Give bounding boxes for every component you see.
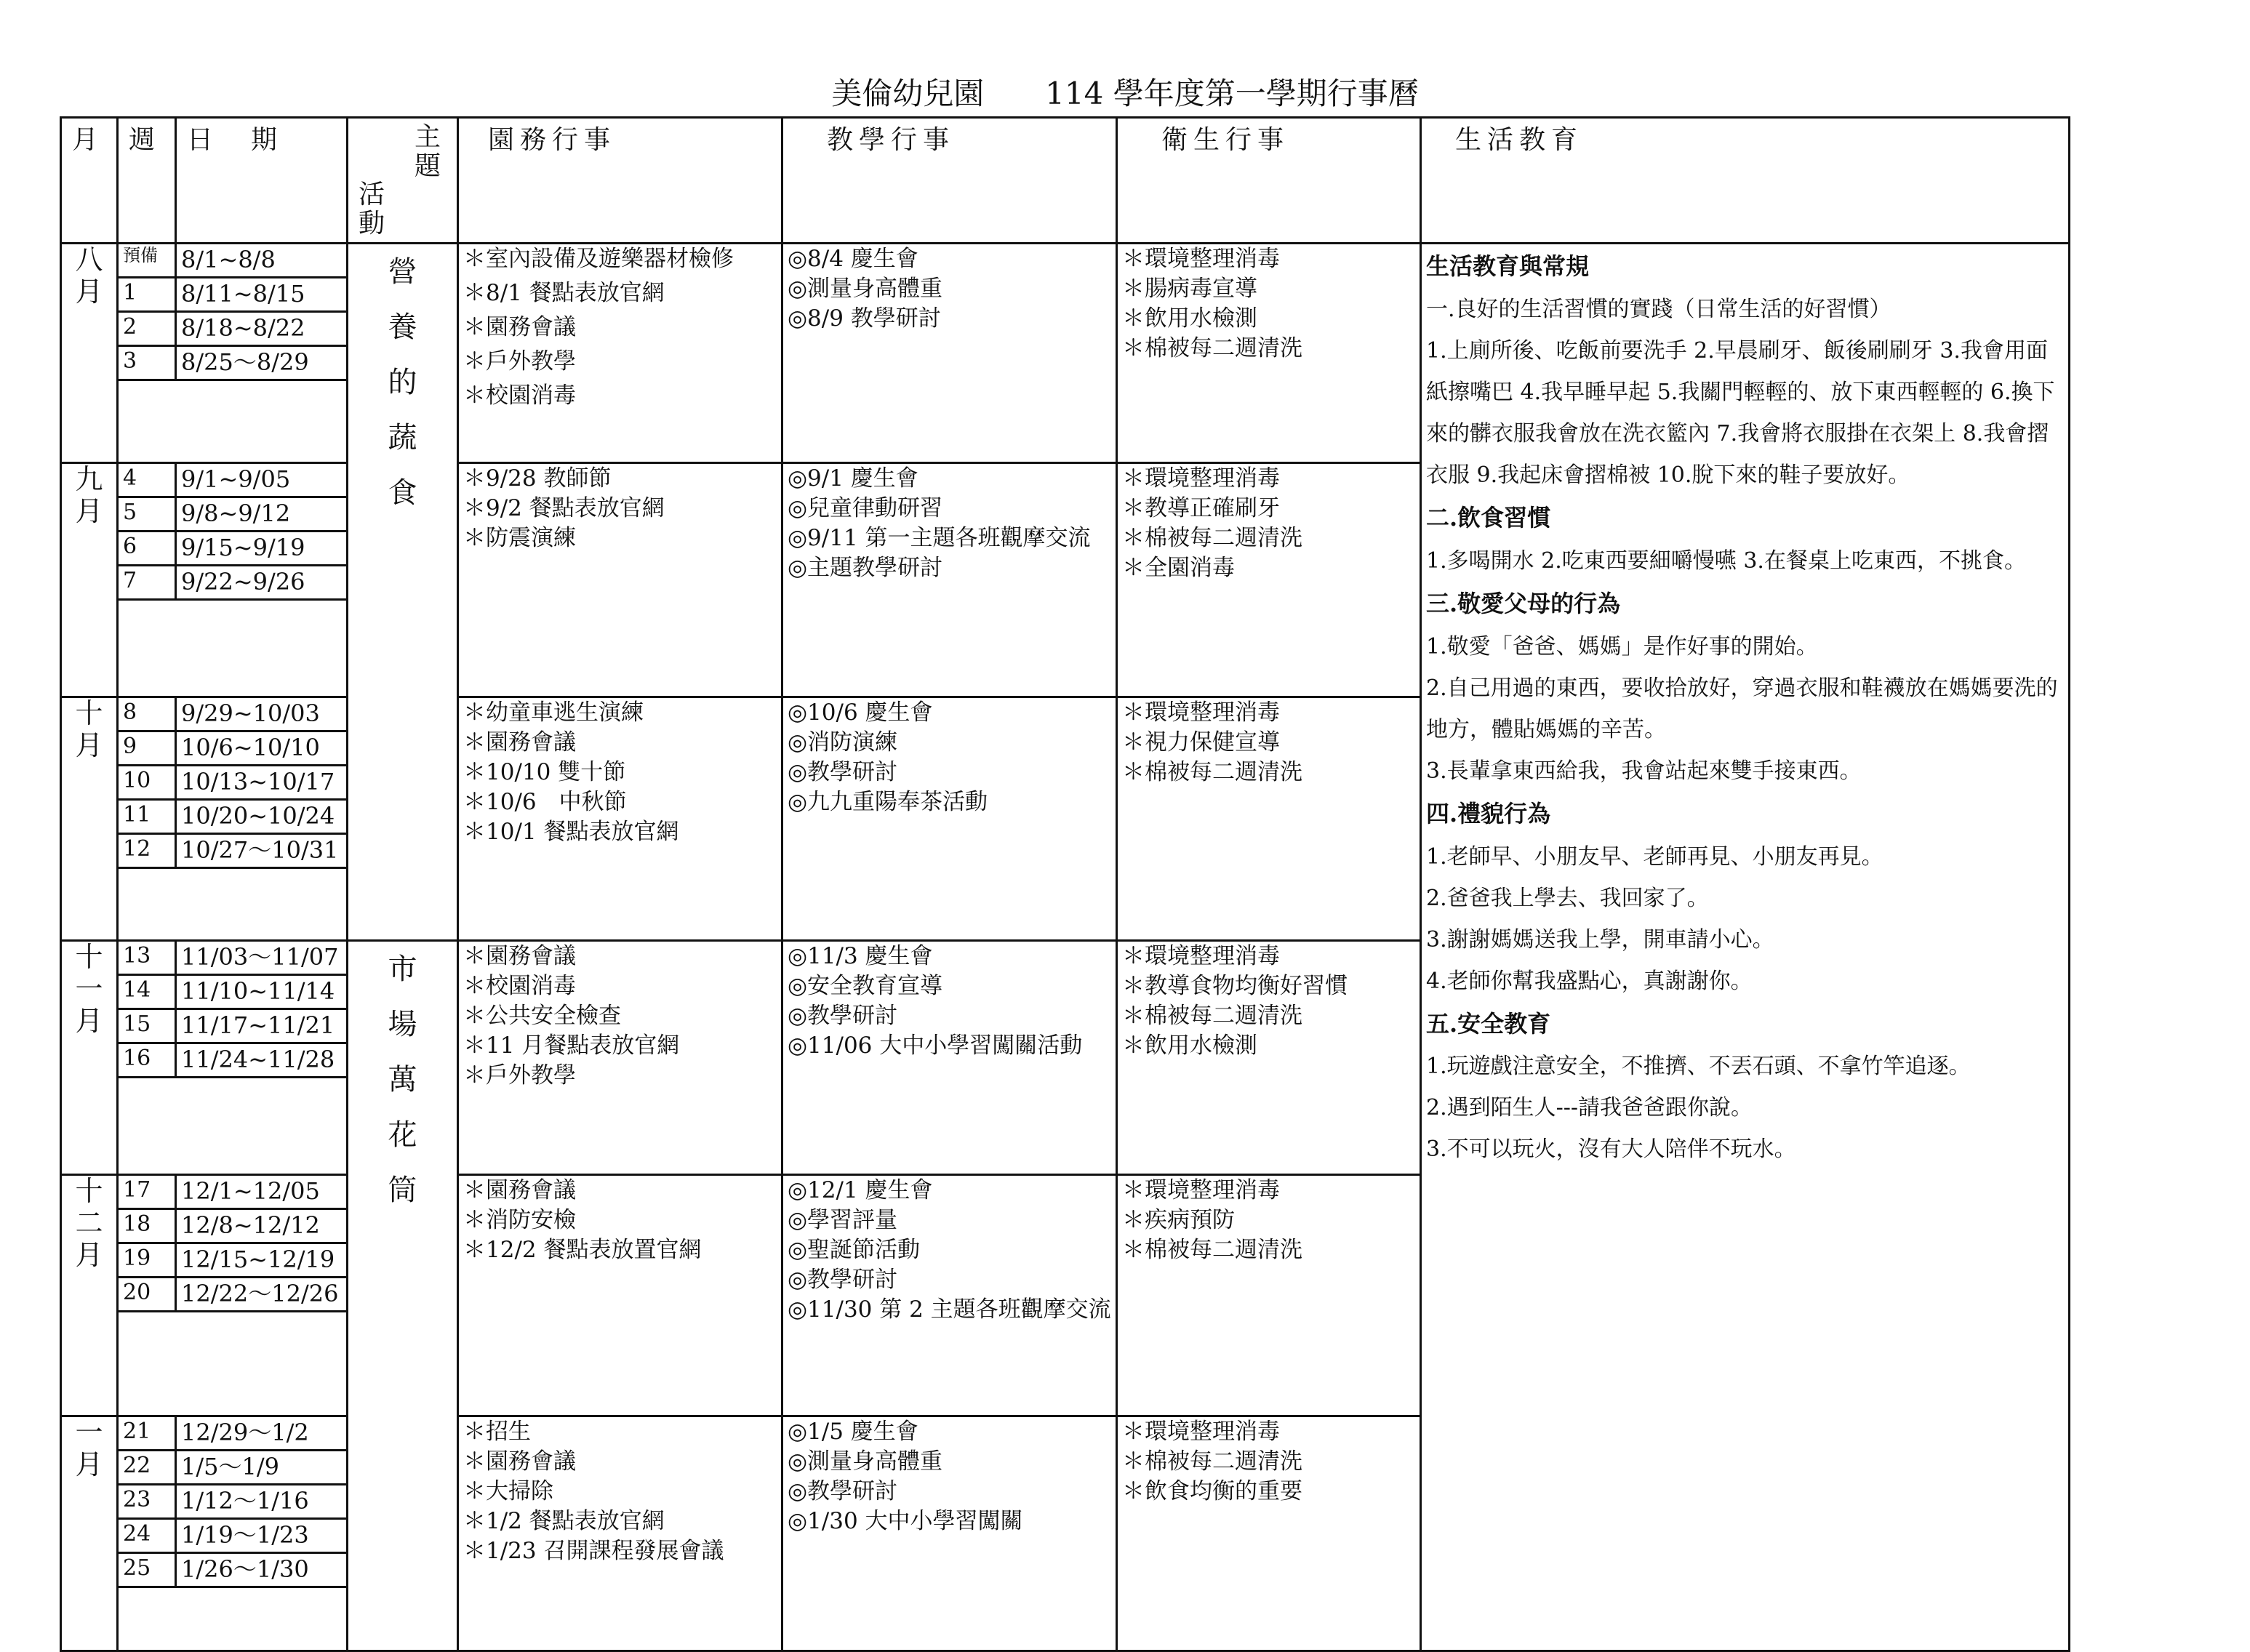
week-filler — [118, 380, 348, 463]
life-item: 一.良好的生活習慣的實踐（日常生活的好習慣） — [1426, 297, 1891, 323]
week-cell: 19 — [118, 1243, 176, 1278]
header-date: 日 期 — [176, 118, 348, 244]
admin-item: ＊園務會議 — [463, 729, 576, 756]
date-cell: 12/8~12/12 — [176, 1209, 348, 1243]
teaching-item: ◎1/5 慶生會 — [788, 1419, 918, 1446]
admin-item: ＊9/2 餐點表放官網 — [463, 495, 665, 522]
week-cell: 18 — [118, 1209, 176, 1243]
admin-item: ＊1/2 餐點表放官網 — [463, 1508, 665, 1535]
week-cell: 5 — [118, 497, 176, 532]
header-health: 衛生行事 — [1117, 118, 1421, 244]
week-cell: 25 — [118, 1553, 176, 1587]
admin-cell — [458, 1416, 782, 1651]
admin-item: ＊公共安全檢查 — [463, 1003, 621, 1030]
health-item: ＊環境整理消毒 — [1122, 699, 1280, 726]
teaching-item: ◎測量身高體重 — [788, 1448, 943, 1475]
life-item: 1.老師早、小朋友早、老師再見、小朋友再見。 — [1426, 843, 1883, 870]
header-row — [61, 118, 2070, 244]
theme-char: 蔬 — [388, 421, 417, 455]
health-item: ＊教導正確刷牙 — [1122, 495, 1280, 522]
date-cell: 10/6~10/10 — [176, 731, 348, 766]
admin-cell — [458, 697, 782, 941]
teaching-item: ◎11/3 慶生會 — [788, 943, 933, 970]
theme-cell — [348, 941, 458, 1651]
health-item: ＊棉被每二週清洗 — [1122, 759, 1302, 786]
teaching-item: ◎8/4 慶生會 — [788, 246, 918, 273]
month-label-char: 十 — [75, 697, 103, 730]
admin-cell — [458, 1175, 782, 1416]
life-section-heading: 二.飲食習慣 — [1426, 504, 1551, 532]
admin-item: ＊消防安檢 — [463, 1207, 576, 1234]
week-cell: 15 — [118, 1009, 176, 1043]
health-cell — [1117, 941, 1421, 1175]
month-cell — [61, 941, 118, 1175]
date-cell: 1/12～1/16 — [176, 1485, 348, 1519]
teaching-item: ◎兒童律動研習 — [788, 495, 943, 522]
week-cell: 2 — [118, 312, 176, 346]
teaching-item: ◎8/9 教學研討 — [788, 305, 941, 332]
health-cell — [1117, 463, 1421, 697]
admin-cell — [458, 463, 782, 697]
month-label-char: 二 — [75, 1207, 103, 1240]
admin-item: ＊戶外教學 — [463, 348, 576, 375]
week-cell: 預備 — [118, 244, 176, 278]
health-item: ＊疾病預防 — [1122, 1207, 1235, 1234]
week-cell: 8 — [118, 697, 176, 731]
health-item: ＊教導食物均衡好習慣 — [1122, 973, 1348, 1000]
week-filler — [118, 1587, 348, 1651]
date-cell: 8/11~8/15 — [176, 278, 348, 312]
health-item: ＊環境整理消毒 — [1122, 1419, 1280, 1446]
health-cell — [1117, 697, 1421, 941]
teaching-item: ◎教學研討 — [788, 1003, 898, 1030]
date-cell: 1/5～1/9 — [176, 1451, 348, 1485]
week-cell: 7 — [118, 566, 176, 600]
date-cell: 9/8~9/12 — [176, 497, 348, 532]
calendar-body — [61, 244, 2070, 1651]
header-theme — [348, 118, 479, 244]
teaching-item: ◎12/1 慶生會 — [788, 1177, 933, 1204]
date-cell: 9/22~9/26 — [176, 566, 348, 600]
month-label-char: 月 — [75, 1238, 103, 1271]
life-section-heading: 生活教育與常規 — [1426, 252, 1590, 281]
life-item: 1.上廁所後、吃飯前要洗手 2.早晨刷牙、飯後刷刷牙 3.我會用面紙擦嘴巴 4.我早睡早起 5.我關門輕輕的、放下東西輕輕的 6.換下來的髒衣服我會放在洗衣籃內 7.我會將衣服掛在衣架上 8.我會摺衣服 9.我起床會摺棉被 10.脫下來的鞋子要放好。 — [1426, 338, 2055, 489]
teaching-cell — [782, 1416, 1117, 1651]
health-cell — [1117, 1175, 1421, 1416]
admin-item: ＊校園消毒 — [463, 382, 576, 409]
teaching-item: ◎教學研討 — [788, 1478, 898, 1505]
health-item: ＊棉被每二週清洗 — [1122, 1237, 1302, 1264]
week-cell: 14 — [118, 975, 176, 1009]
week-cell: 16 — [118, 1043, 176, 1078]
health-item: ＊腸病毒宣導 — [1122, 276, 1257, 302]
teaching-item: ◎10/6 慶生會 — [788, 699, 933, 726]
week-cell: 24 — [118, 1519, 176, 1553]
teaching-item: ◎聖誕節活動 — [788, 1237, 921, 1264]
header-month: 月 — [61, 118, 118, 244]
week-cell: 21 — [118, 1416, 176, 1451]
admin-item: ＊11 月餐點表放官網 — [463, 1032, 680, 1059]
health-cell — [1117, 244, 1421, 463]
admin-item: ＊戶外教學 — [463, 1062, 576, 1088]
week-cell: 13 — [118, 941, 176, 975]
admin-item: ＊9/28 教師節 — [463, 465, 612, 492]
header-theme-line1: 主 題 — [414, 122, 479, 181]
calendar-table — [60, 116, 2070, 1652]
admin-item: ＊大掃除 — [463, 1478, 553, 1505]
month-label-char: 月 — [75, 1448, 103, 1481]
health-item: ＊全園消毒 — [1122, 555, 1235, 582]
life-section-heading: 五.安全教育 — [1426, 1009, 1551, 1038]
header-life: 生活教育 — [1421, 118, 2070, 244]
life-section-heading: 三.敬愛父母的行為 — [1426, 589, 1621, 617]
life-item: 2.遇到陌生人---請我爸爸跟你說。 — [1426, 1095, 1753, 1121]
teaching-cell — [782, 1175, 1117, 1416]
teaching-item: ◎九九重陽奉茶活動 — [788, 789, 988, 816]
month-label-char: 月 — [75, 729, 103, 762]
header-teaching: 教學行事 — [782, 118, 1117, 244]
date-cell: 12/15~12/19 — [176, 1243, 348, 1278]
month-label-char: 八 — [75, 244, 103, 276]
teaching-item: ◎9/11 第一主題各班觀摩交流 — [788, 525, 1091, 552]
teaching-item: ◎消防演練 — [788, 729, 898, 756]
week-cell: 9 — [118, 731, 176, 766]
date-cell: 9/1~9/05 — [176, 463, 348, 497]
week-cell: 11 — [118, 800, 176, 834]
teaching-cell — [782, 697, 1117, 941]
month-label-char: 一 — [75, 973, 103, 1006]
theme-char: 營 — [388, 255, 417, 289]
week-filler — [118, 1312, 348, 1416]
date-cell: 12/22～12/26 — [176, 1278, 348, 1312]
month-label-char: 十 — [75, 1175, 103, 1208]
admin-item: ＊招生 — [463, 1419, 531, 1446]
life-item: 4.老師你幫我盛點心，真謝謝你。 — [1426, 968, 1753, 994]
date-cell: 9/29~10/03 — [176, 697, 348, 731]
week-filler — [118, 1078, 348, 1175]
health-item: ＊飲用水檢測 — [1122, 1032, 1257, 1059]
week-cell: 23 — [118, 1485, 176, 1519]
header-theme-line2: 活 動 — [359, 180, 423, 238]
date-cell: 10/27～10/31 — [176, 834, 348, 868]
admin-item: ＊室內設備及遊樂器材檢修 — [463, 246, 734, 273]
admin-item: ＊防震演練 — [463, 525, 576, 552]
date-cell: 8/18~8/22 — [176, 312, 348, 346]
theme-char: 食 — [388, 476, 417, 510]
week-cell: 12 — [118, 834, 176, 868]
admin-item: ＊10/10 雙十節 — [463, 759, 626, 786]
health-item: ＊棉被每二週清洗 — [1122, 1003, 1302, 1030]
admin-item: ＊園務會議 — [463, 1177, 576, 1204]
date-cell: 1/26～1/30 — [176, 1553, 348, 1587]
health-item: ＊環境整理消毒 — [1122, 1177, 1280, 1204]
health-item: ＊視力保健宣導 — [1122, 729, 1280, 756]
date-cell: 10/20~10/24 — [176, 800, 348, 834]
admin-item: ＊1/23 召開課程發展會議 — [463, 1538, 724, 1564]
health-item: ＊飲食均衡的重要 — [1122, 1478, 1302, 1505]
admin-item: ＊園務會議 — [463, 314, 576, 341]
admin-item: ＊8/1 餐點表放官網 — [463, 280, 665, 307]
header-week: 週 — [118, 118, 176, 244]
admin-item: ＊園務會議 — [463, 1448, 576, 1475]
life-item: 3.長輩拿東西給我，我會站起來雙手接東西。 — [1426, 758, 1862, 784]
week-filler — [118, 868, 348, 941]
admin-item: ＊園務會議 — [463, 943, 576, 970]
admin-item: ＊校園消毒 — [463, 973, 576, 1000]
life-section-heading: 四.禮貌行為 — [1426, 799, 1551, 827]
health-item: ＊棉被每二週清洗 — [1122, 1448, 1302, 1475]
theme-char: 市 — [388, 953, 417, 987]
week-cell: 1 — [118, 278, 176, 312]
life-education-cell — [1421, 244, 2070, 1651]
theme-char: 的 — [388, 366, 417, 400]
month-label-char: 一 — [75, 1416, 103, 1449]
date-cell: 8/1~8/8 — [176, 244, 348, 278]
week-cell: 4 — [118, 463, 176, 497]
admin-item: ＊10/1 餐點表放官網 — [463, 819, 679, 845]
health-item: ＊環境整理消毒 — [1122, 465, 1280, 492]
month-cell — [61, 244, 118, 463]
page-title: 美倫幼兒園 114 學年度第一學期行事曆 — [831, 76, 1419, 111]
teaching-item: ◎主題教學研討 — [788, 555, 943, 582]
life-item: 2.自己用過的東西，要收拾放好，穿過衣服和鞋襪放在媽媽要洗的地方，體貼媽媽的辛苦。 — [1426, 675, 2058, 742]
admin-cell — [458, 941, 782, 1175]
health-cell — [1117, 1416, 1421, 1651]
theme-cell — [348, 244, 458, 941]
teaching-item: ◎11/30 第 2 主題各班觀摩交流 — [788, 1296, 1111, 1323]
life-item: 3.謝謝媽媽送我上學，開車請小心。 — [1426, 926, 1774, 953]
month-cell — [61, 1175, 118, 1416]
health-item: ＊棉被每二週清洗 — [1122, 525, 1302, 552]
admin-item: ＊12/2 餐點表放置官網 — [463, 1237, 702, 1264]
life-item: 1.玩遊戲注意安全，不推擠、不丟石頭、不拿竹竿追逐。 — [1426, 1054, 1971, 1080]
teaching-item: ◎測量身高體重 — [788, 276, 943, 302]
month-cell — [61, 463, 118, 697]
life-item: 1.多喝開水 2.吃東西要細嚼慢嚥 3.在餐桌上吃東西，不挑食。 — [1426, 548, 2026, 574]
date-cell: 1/19～1/23 — [176, 1519, 348, 1553]
health-item: ＊飲用水檢測 — [1122, 305, 1257, 332]
health-item: ＊環境整理消毒 — [1122, 246, 1280, 273]
date-cell: 9/15~9/19 — [176, 532, 348, 566]
month-label-char: 月 — [75, 495, 103, 528]
date-cell: 11/17~11/21 — [176, 1009, 348, 1043]
date-cell: 11/24~11/28 — [176, 1043, 348, 1078]
date-cell: 10/13~10/17 — [176, 766, 348, 800]
month-cell — [61, 1416, 118, 1651]
theme-char: 養 — [388, 310, 417, 345]
month-label-char: 月 — [75, 1004, 103, 1037]
teaching-cell — [782, 244, 1117, 463]
week-cell: 17 — [118, 1175, 176, 1209]
month-label-char: 月 — [75, 276, 103, 308]
theme-char: 筒 — [388, 1174, 417, 1208]
life-item: 2.爸爸我上學去、我回家了。 — [1426, 885, 1709, 911]
teaching-item: ◎11/06 大中小學習闖關活動 — [788, 1032, 1083, 1059]
teaching-item: ◎9/1 慶生會 — [788, 465, 918, 492]
teaching-cell — [782, 941, 1117, 1175]
teaching-item: ◎學習評量 — [788, 1207, 898, 1234]
admin-cell — [458, 244, 782, 463]
date-cell: 12/1~12/05 — [176, 1175, 348, 1209]
theme-char: 萬 — [388, 1063, 417, 1097]
month-label-char: 九 — [75, 463, 103, 496]
month-label-char: 十 — [75, 941, 103, 974]
admin-item: ＊10/6 中秋節 — [463, 789, 627, 816]
health-item: ＊棉被每二週清洗 — [1122, 335, 1302, 362]
theme-char: 花 — [388, 1118, 417, 1152]
date-cell: 11/10~11/14 — [176, 975, 348, 1009]
month-cell — [61, 697, 118, 941]
life-item: 3.不可以玩火，沒有大人陪伴不玩水。 — [1426, 1136, 1796, 1163]
week-cell: 6 — [118, 532, 176, 566]
date-cell: 8/25～8/29 — [176, 346, 348, 380]
week-filler — [118, 600, 348, 697]
teaching-item: ◎安全教育宣導 — [788, 973, 943, 1000]
table-row — [61, 244, 2070, 278]
teaching-cell — [782, 463, 1117, 697]
week-cell: 22 — [118, 1451, 176, 1485]
header-admin: 園務行事 — [458, 118, 782, 244]
teaching-item: ◎教學研討 — [788, 1267, 898, 1294]
health-item: ＊環境整理消毒 — [1122, 943, 1280, 970]
week-cell: 10 — [118, 766, 176, 800]
teaching-item: ◎1/30 大中小學習闖關 — [788, 1508, 1023, 1535]
admin-item: ＊幼童車逃生演練 — [463, 699, 644, 726]
life-item: 1.敬愛「爸爸、媽媽」是作好事的開始。 — [1426, 633, 1818, 659]
date-cell: 11/03～11/07 — [176, 941, 348, 975]
date-cell: 12/29～1/2 — [176, 1416, 348, 1451]
week-cell: 20 — [118, 1278, 176, 1312]
teaching-item: ◎教學研討 — [788, 759, 898, 786]
week-cell: 3 — [118, 346, 176, 380]
theme-char: 場 — [388, 1008, 417, 1042]
